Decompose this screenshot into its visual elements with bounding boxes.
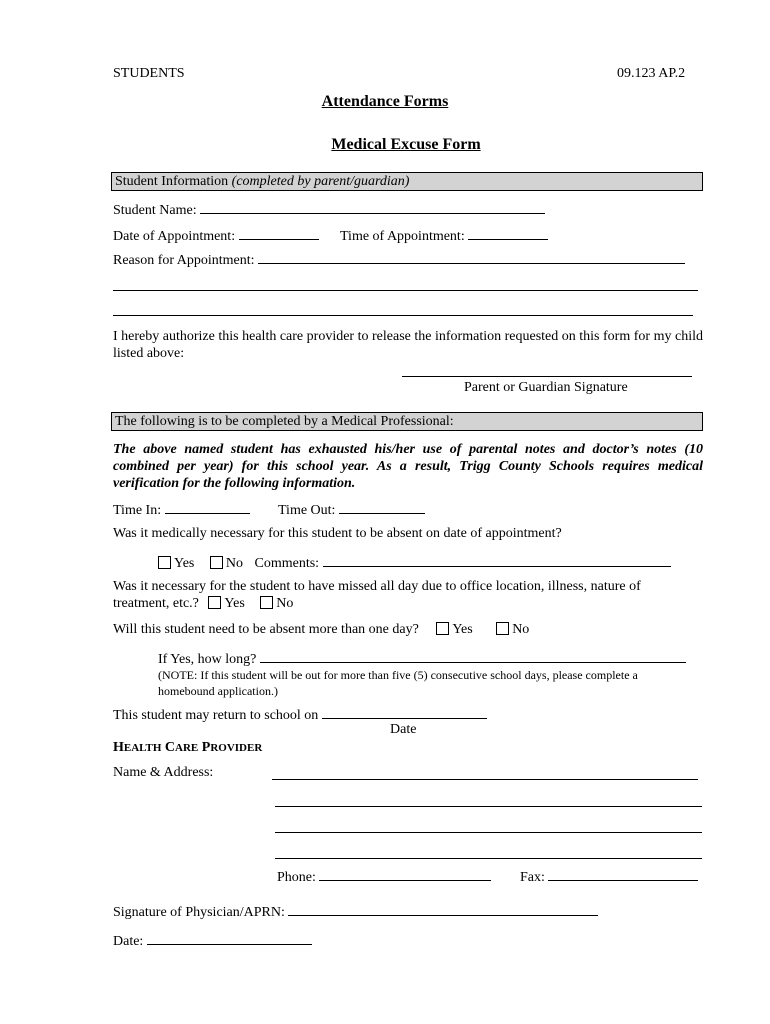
reason-line-3[interactable] bbox=[113, 315, 693, 316]
q1-yes-label: Yes bbox=[174, 556, 195, 571]
time-of-appointment-field[interactable] bbox=[468, 227, 548, 240]
physician-signature-row bbox=[113, 903, 598, 921]
provider-date-row bbox=[113, 932, 312, 950]
medical-section-header bbox=[111, 412, 703, 431]
q3-row bbox=[113, 622, 529, 638]
time-in-row bbox=[113, 501, 250, 519]
return-label: This student may return to school on bbox=[113, 708, 319, 723]
header-left: STUDENTS bbox=[113, 66, 185, 81]
student-info-note: (completed by parent/guardian) bbox=[231, 174, 410, 189]
appointment-time-row bbox=[340, 227, 548, 245]
homebound-note: (NOTE: If this student will be out for more than five (5) consecutive school days, please complete a homebound application.) bbox=[158, 668, 638, 698]
question-medically-necessary: Was it medically necessary for this student to be absent on date of appointment? bbox=[113, 526, 562, 541]
time-in-label: Time In: bbox=[113, 503, 162, 518]
comments-label: Comments: bbox=[254, 556, 320, 571]
q2-no-label: No bbox=[276, 596, 294, 611]
form-title: Medical Excuse Form bbox=[331, 136, 481, 153]
q3-yes-checkbox[interactable] bbox=[436, 622, 449, 635]
q2-yes-checkbox[interactable] bbox=[208, 596, 221, 609]
question-missed-all-day: Was it necessary for the student to have missed all day due to office location, illness, nature of bbox=[113, 579, 641, 594]
return-date-caption: Date bbox=[390, 722, 417, 737]
name-address-line-2[interactable] bbox=[275, 806, 702, 807]
authorization-text: I hereby authorize this health care provider to release the information requested on this form for my child listed above: bbox=[113, 329, 703, 361]
q1-no-checkbox[interactable] bbox=[210, 556, 223, 569]
q3-yes-label: Yes bbox=[452, 622, 473, 637]
student-name-field[interactable] bbox=[200, 201, 545, 214]
appointment-row bbox=[113, 227, 319, 245]
time-out-label: Time Out: bbox=[278, 503, 336, 518]
q2-answer-row bbox=[113, 596, 293, 612]
medical-section-label: The following is to be completed by a Medical Professional: bbox=[115, 414, 454, 429]
parent-signature-caption: Parent or Guardian Signature bbox=[464, 380, 628, 395]
reason-field[interactable] bbox=[258, 251, 685, 264]
date-of-appointment-field[interactable] bbox=[239, 227, 319, 240]
reason-row bbox=[113, 251, 685, 269]
phone-row bbox=[277, 868, 491, 886]
how-long-label: If Yes, how long? bbox=[158, 652, 257, 667]
phone-label: Phone: bbox=[277, 870, 316, 885]
question-missed-all-day-cont: treatment, etc.? bbox=[113, 596, 199, 611]
q3-no-label: No bbox=[512, 622, 530, 637]
header-right: 09.123 AP.2 bbox=[617, 66, 686, 81]
q1-no-label: No bbox=[225, 556, 243, 571]
student-info-label: Student Information bbox=[115, 174, 229, 189]
q3-no-checkbox[interactable] bbox=[496, 622, 509, 635]
name-address-line-1[interactable] bbox=[272, 779, 698, 780]
provider-date-label: Date: bbox=[113, 934, 144, 949]
return-date-field[interactable] bbox=[322, 706, 487, 719]
medical-notice: The above named student has exhausted his/her use of parental notes and doctor’s notes (10 combined per year) for this school year. As a result, Trigg County Schools requires medical verification for the following information. bbox=[113, 442, 703, 491]
name-address-line-3[interactable] bbox=[275, 832, 702, 833]
time-out-field[interactable] bbox=[339, 501, 425, 514]
phone-field[interactable] bbox=[319, 868, 491, 881]
q1-answer-row bbox=[158, 554, 671, 572]
time-in-field[interactable] bbox=[165, 501, 250, 514]
how-long-field[interactable] bbox=[260, 650, 686, 663]
q2-yes-label: Yes bbox=[224, 596, 245, 611]
student-name-label: Student Name: bbox=[113, 203, 197, 218]
return-row bbox=[113, 706, 487, 724]
student-name-row bbox=[113, 201, 545, 219]
reason-label: Reason for Appointment: bbox=[113, 253, 255, 268]
time-of-appointment-label: Time of Appointment: bbox=[340, 229, 465, 244]
provider-date-field[interactable] bbox=[147, 932, 312, 945]
how-long-row bbox=[158, 650, 686, 668]
parent-signature-field[interactable] bbox=[402, 376, 692, 377]
fax-row bbox=[520, 868, 698, 886]
page-title: Attendance Forms bbox=[321, 93, 449, 110]
q1-yes-checkbox[interactable] bbox=[158, 556, 171, 569]
student-info-section-header bbox=[111, 172, 703, 191]
physician-signature-label: Signature of Physician/APRN: bbox=[113, 905, 285, 920]
reason-line-2[interactable] bbox=[113, 290, 698, 291]
question-more-than-one-day: Will this student need to be absent more than one day? bbox=[113, 622, 419, 637]
date-of-appointment-label: Date of Appointment: bbox=[113, 229, 236, 244]
q2-no-checkbox[interactable] bbox=[260, 596, 273, 609]
health-care-provider-heading: HEALTH CARE PROVIDER bbox=[113, 740, 263, 755]
fax-field[interactable] bbox=[548, 868, 698, 881]
comments-field[interactable] bbox=[323, 554, 671, 567]
name-address-label: Name & Address: bbox=[113, 765, 214, 780]
time-out-row bbox=[278, 501, 425, 519]
fax-label: Fax: bbox=[520, 870, 545, 885]
physician-signature-field[interactable] bbox=[288, 903, 598, 916]
name-address-line-4[interactable] bbox=[275, 858, 702, 859]
